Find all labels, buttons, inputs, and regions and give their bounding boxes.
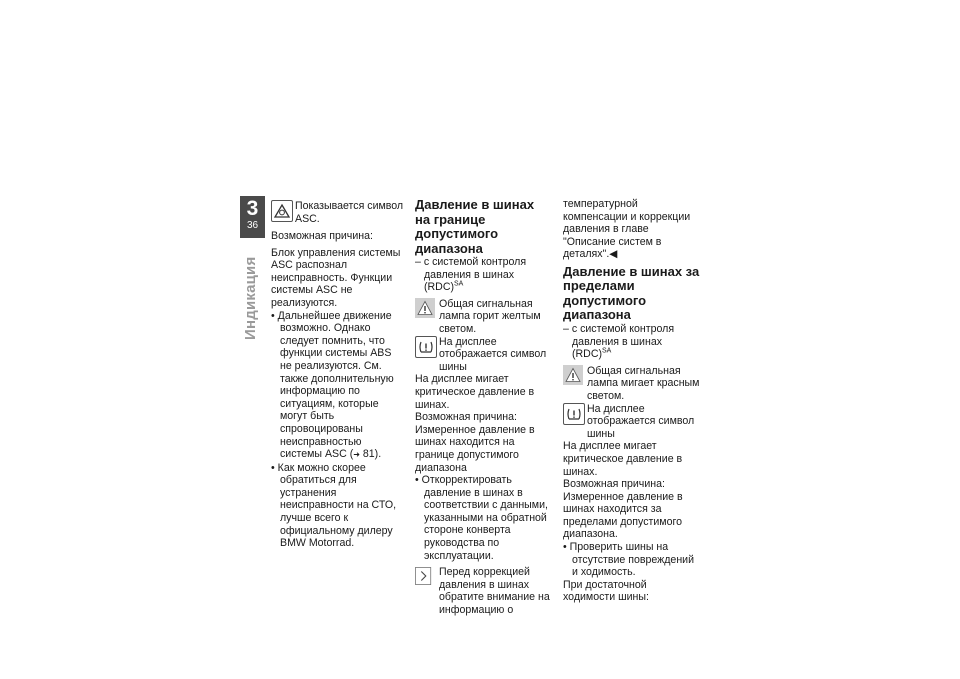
- asc-icon-text-2: ASC.: [295, 212, 320, 225]
- icon-description: Общая сигнальная лампа горит желтым светом.: [439, 297, 541, 335]
- equipment-note: [563, 323, 700, 361]
- equipment-note: [415, 256, 551, 294]
- equipment-text: – с системой контроля давления в шинах (RDC): [563, 322, 675, 361]
- asc-warning-icon: [271, 200, 293, 222]
- bullet-item: • Проверить шины на отсутствие повреждений и ходимость.: [563, 541, 695, 579]
- chapter-title: [239, 242, 263, 342]
- note-row: [415, 566, 551, 616]
- asc-icon-text-1: Показывается символ: [295, 200, 404, 212]
- chapter-number: 3: [246, 197, 259, 220]
- page-reference[interactable]: 81).: [362, 448, 382, 461]
- page-number: 36: [246, 220, 259, 231]
- bullet-text: Откорректировать давление в шинах в соответствии с данными, указанными на обратной стороне конверта руководства по эксплуатации.: [421, 474, 548, 562]
- bullet-item: • Откорректировать давление в шинах в соответствии с данными, указанными на обратной стороне конверта руководства по эксплуатации.: [415, 474, 548, 562]
- paragraph: На дисплее мигает критическое давление в шинах.: [415, 373, 535, 411]
- paragraph: [563, 198, 700, 261]
- tire-icon-row: [415, 336, 551, 374]
- paragraph: Измеренное давление в шинах находится за пределами допустимого диапазона.: [563, 490, 683, 541]
- section-heading: Давление в шинах за пределами допустимого диапазона: [563, 263, 700, 323]
- note-icon: [415, 566, 433, 586]
- icon-description: На дисплее отображается символ шины: [439, 335, 547, 373]
- bullet-item: • Дальнейшее движение возможно. Однако следует помнить, что функции системы ABS не реализуются. См. также дополнительную информацию по ситуациям, которые могут быть спровоцированы неисправностью системы ASC (➜ 81).: [271, 309, 394, 461]
- bullet-text: Проверить шины на отсутствие повреждений и ходимость.: [569, 541, 695, 579]
- option-mark: SA: [602, 347, 612, 355]
- continued-text: температурной компенсации и коррекции давления в главе "Описание систем в деталях".: [563, 198, 691, 261]
- paragraph: При достаточной ходимости шины:: [563, 578, 649, 604]
- tire-pressure-icon: [563, 403, 585, 425]
- arrow-icon: ➜: [353, 450, 360, 460]
- option-mark: SA: [454, 280, 464, 288]
- tire-icon-row: [563, 403, 700, 441]
- asc-icon-row: [271, 200, 405, 226]
- red-warning-icon: [563, 365, 583, 385]
- chapter-tab: [240, 196, 265, 238]
- column-3: [563, 198, 700, 604]
- icon-description: Общая сигнальная лампа мигает красным светом.: [587, 364, 700, 402]
- chapter-title-text: Индикация: [242, 256, 259, 340]
- equipment-text: – с системой контроля давления в шинах (RDC): [415, 256, 527, 294]
- section-heading: Давление в шинах на границе допустимого диапазона: [415, 197, 535, 256]
- warning-icon-row: [415, 298, 551, 336]
- paragraph: Блок управления системы ASC распознал неисправность. Функции системы ASC не реализуются.: [271, 246, 401, 309]
- cause-label: Возможная причина:: [415, 411, 517, 424]
- paragraph: На дисплее мигает критическое давление в шинах.: [563, 440, 683, 478]
- paragraph: Измеренное давление в шинах находится на границе допустимого диапазона: [415, 423, 535, 474]
- cause-label: Возможная причина:: [563, 478, 665, 491]
- tire-pressure-icon: [415, 336, 437, 358]
- column-2: [415, 198, 551, 617]
- icon-description: На дисплее отображается символ шины: [587, 402, 695, 440]
- end-mark-icon: ◀: [609, 248, 618, 261]
- note-text: Перед коррекцией давления в шинах обратите внимание на информацию о: [439, 566, 550, 617]
- bullet-item: • Как можно скорее обратиться для устранения неисправности на СТО, лучше всего к официальному дилеру BMW Motorrad.: [271, 461, 397, 550]
- cause-label: Возможная причина:: [271, 230, 373, 242]
- warning-icon-row: [563, 365, 700, 403]
- bullet-text: Как можно скорее обратиться для устранения неисправности на СТО, лучше всего к официальному дилеру BMW Motorrad.: [277, 461, 397, 550]
- bullet-text: Дальнейшее движение возможно. Однако следует помнить, что функции системы ABS не реализуются. См. также дополнительную информацию по ситуациям, которые могут быть спровоцированы неисправностью системы ASC (: [277, 309, 394, 461]
- column-1: [271, 200, 405, 550]
- yellow-warning-icon: [415, 298, 435, 318]
